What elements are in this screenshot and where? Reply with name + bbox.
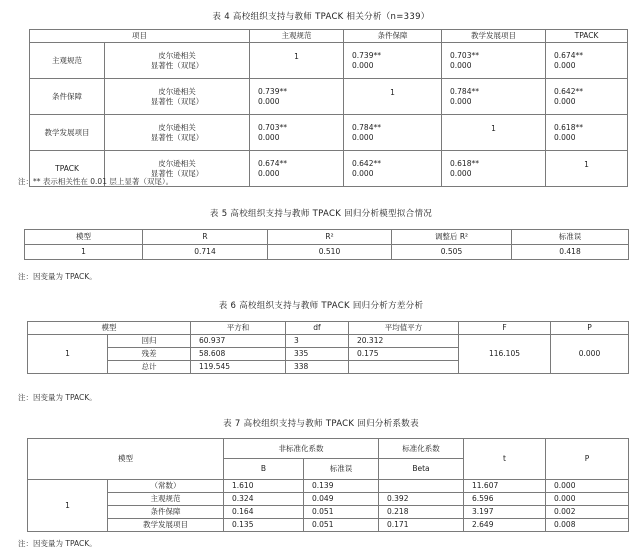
table7-note: 注：因变量为 TPACK。	[18, 539, 97, 548]
header-cell: t	[464, 439, 546, 480]
data-cell: 0.171	[379, 519, 464, 532]
data-cell: 1	[25, 245, 143, 260]
data-cell: 58.608	[191, 348, 286, 361]
f-cell: 116.105	[459, 335, 551, 374]
data-cell: 0.784** 0.000	[344, 115, 442, 151]
data-cell: 0.164	[224, 506, 304, 519]
table-row	[25, 245, 629, 260]
table-header-row	[25, 230, 629, 245]
data-cell: 0.618** 0.000	[546, 115, 628, 151]
row-label: 条件保障	[30, 79, 105, 115]
table-row	[30, 115, 628, 151]
data-cell: 0.784** 0.000	[442, 79, 546, 115]
correlation-table	[29, 29, 628, 187]
data-cell: 回归	[108, 335, 191, 348]
p-cell: 0.000	[551, 335, 629, 374]
data-cell: 0.703** 0.000	[250, 115, 344, 151]
header-cell: 主观规范	[250, 30, 344, 43]
header-cell: 标准化系数	[379, 439, 464, 459]
table5-caption: 表 5 高校组织支持与教师 TPACK 回归分析模型拟合情况	[209, 209, 433, 219]
data-cell: 338	[286, 361, 349, 374]
data-cell: 主观规范	[108, 493, 224, 506]
header-cell: 调整后 R²	[392, 230, 512, 245]
data-cell: 0.051	[304, 506, 379, 519]
data-cell: 0.642** 0.000	[344, 151, 442, 187]
table-row	[30, 79, 628, 115]
data-cell: （常数）	[108, 480, 224, 493]
table-row	[28, 506, 629, 519]
data-cell: 3.197	[464, 506, 546, 519]
data-cell: 教学发展项目	[108, 519, 224, 532]
data-cell: 0.703** 0.000	[442, 43, 546, 79]
data-cell: 0.739** 0.000	[344, 43, 442, 79]
data-cell	[349, 361, 459, 374]
header-cell: 模型	[28, 439, 224, 480]
data-cell: 0.510	[268, 245, 392, 260]
data-cell: 条件保障	[108, 506, 224, 519]
header-cell: 项目	[30, 30, 250, 43]
table-row	[30, 43, 628, 79]
header-cell: Beta	[379, 459, 464, 480]
data-cell: 残差	[108, 348, 191, 361]
row-label: TPACK	[30, 151, 105, 187]
table6-caption: 表 6 高校组织支持与教师 TPACK 回归分析方差分析	[218, 301, 424, 311]
table7-caption: 表 7 高校组织支持与教师 TPACK 回归分析系数表	[223, 419, 419, 429]
model-cell: 1	[28, 480, 108, 532]
stat-labels: 皮尔逊相关 显著性（双尾）	[105, 79, 250, 115]
header-cell: 平均值平方	[349, 322, 459, 335]
data-cell: 0.049	[304, 493, 379, 506]
data-cell: 0.002	[546, 506, 629, 519]
table4-caption: 表 4 高校组织支持与教师 TPACK 相关分析（n=339）	[212, 12, 430, 22]
data-cell: 1.610	[224, 480, 304, 493]
data-cell: 总计	[108, 361, 191, 374]
model-fit-table	[24, 229, 629, 260]
data-cell: 0.392	[379, 493, 464, 506]
data-cell	[379, 480, 464, 493]
table4-note: 注：** 表示相关性在 0.01 层上显著（双尾）。	[18, 177, 174, 186]
stat-labels: 皮尔逊相关 显著性（双尾）	[105, 151, 250, 187]
data-cell: 6.596	[464, 493, 546, 506]
header-cell: P	[551, 322, 629, 335]
data-cell: 0.642** 0.000	[546, 79, 628, 115]
header-cell: 非标准化系数	[224, 439, 379, 459]
diag-cell: 1	[546, 151, 628, 187]
row-label: 教学发展项目	[30, 115, 105, 151]
table-header-row	[30, 30, 628, 43]
data-cell: 20.312	[349, 335, 459, 348]
header-cell: df	[286, 322, 349, 335]
header-cell: 标准误	[304, 459, 379, 480]
header-cell: F	[459, 322, 551, 335]
data-cell: 0.000	[546, 480, 629, 493]
table5-note: 注：因变量为 TPACK。	[18, 272, 97, 281]
data-cell: 60.937	[191, 335, 286, 348]
header-cell: R	[143, 230, 268, 245]
table-row	[28, 493, 629, 506]
coefficients-table	[27, 438, 629, 532]
data-cell: 2.649	[464, 519, 546, 532]
data-cell: 0.418	[512, 245, 629, 260]
data-cell: 0.051	[304, 519, 379, 532]
header-cell: R²	[268, 230, 392, 245]
header-cell: TPACK	[546, 30, 628, 43]
table-row	[28, 335, 629, 348]
stat-labels: 皮尔逊相关 显著性（双尾）	[105, 115, 250, 151]
data-cell: 0.618** 0.000	[442, 151, 546, 187]
data-cell: 0.175	[349, 348, 459, 361]
data-cell: 0.739** 0.000	[250, 79, 344, 115]
data-cell: 0.505	[392, 245, 512, 260]
data-cell: 0.000	[546, 493, 629, 506]
data-cell: 0.139	[304, 480, 379, 493]
header-cell: P	[546, 439, 629, 480]
data-cell: 119.545	[191, 361, 286, 374]
table-header-row	[28, 322, 629, 335]
table-row	[28, 480, 629, 493]
diag-cell: 1	[250, 43, 344, 79]
diag-cell: 1	[442, 115, 546, 151]
data-cell: 0.674** 0.000	[250, 151, 344, 187]
header-cell: 条件保障	[344, 30, 442, 43]
header-cell: 标准误	[512, 230, 629, 245]
data-cell: 0.218	[379, 506, 464, 519]
data-cell: 335	[286, 348, 349, 361]
header-cell: 模型	[25, 230, 143, 245]
header-cell: 平方和	[191, 322, 286, 335]
row-label: 主观规范	[30, 43, 105, 79]
data-cell: 3	[286, 335, 349, 348]
header-cell: 教学发展项目	[442, 30, 546, 43]
header-cell: B	[224, 459, 304, 480]
stat-labels: 皮尔逊相关 显著性（双尾）	[105, 43, 250, 79]
diag-cell: 1	[344, 79, 442, 115]
model-cell: 1	[28, 335, 108, 374]
table-row	[28, 519, 629, 532]
data-cell: 0.324	[224, 493, 304, 506]
data-cell: 0.008	[546, 519, 629, 532]
anova-table	[27, 321, 629, 374]
data-cell: 0.714	[143, 245, 268, 260]
table6-note: 注：因变量为 TPACK。	[18, 393, 97, 402]
data-cell: 11.607	[464, 480, 546, 493]
header-cell: 模型	[28, 322, 191, 335]
data-cell: 0.135	[224, 519, 304, 532]
table-header-row	[28, 439, 629, 459]
data-cell: 0.674** 0.000	[546, 43, 628, 79]
